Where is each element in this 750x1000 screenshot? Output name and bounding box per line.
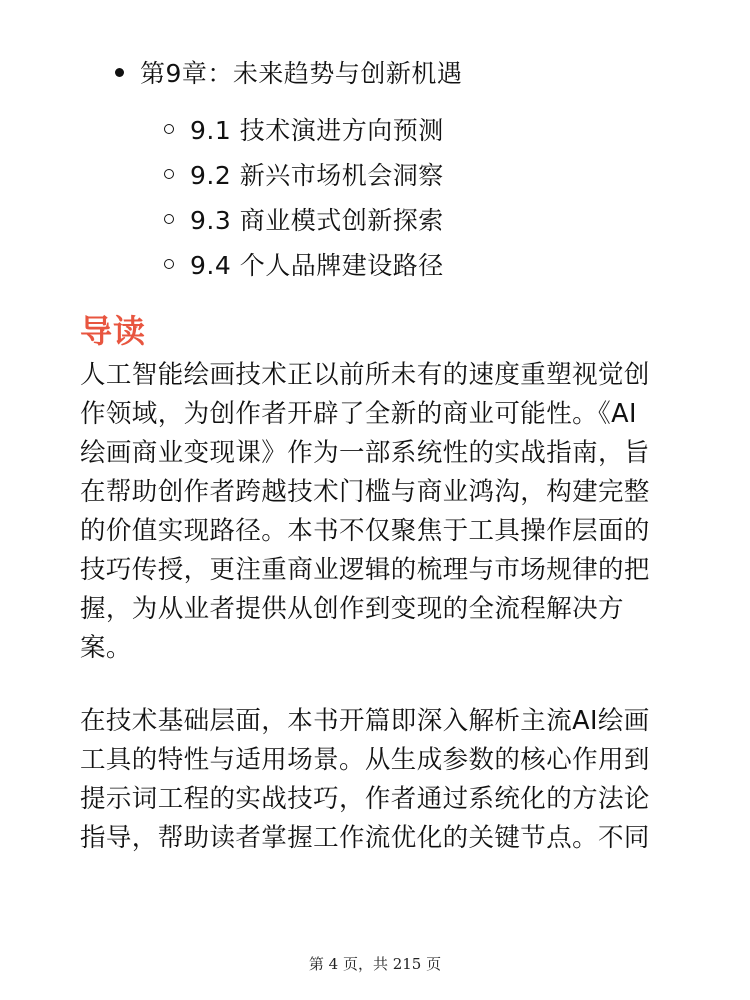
- paragraph-line: 人工智能绘画技术正以前所未有的速度重塑视觉创: [80, 360, 650, 390]
- paragraph-line: 在帮助创作者跨越技术门槛与商业鸿沟，构建完整: [80, 477, 650, 507]
- paragraph-line: 技巧传授，更注重商业逻辑的梳理与市场规律的把: [80, 555, 650, 585]
- paragraph-line: 的价值实现路径。本书不仅聚焦于工具操作层面的: [80, 516, 650, 546]
- toc-section-list: [160, 106, 444, 286]
- intro-paragraph: [80, 356, 670, 668]
- bullet-circle-icon: [164, 169, 174, 179]
- section-heading: 导读: [80, 312, 147, 350]
- toc-section-item: [160, 151, 444, 196]
- paragraph-line: 绘画商业变现课》作为一部系统性的实战指南，旨: [80, 438, 650, 468]
- toc-section-item: [160, 196, 444, 241]
- toc-section-label: 9.3 商业模式创新探索: [190, 205, 444, 235]
- paragraph-line: 在技术基础层面，本书开篇即深入解析主流AI绘画: [80, 706, 650, 736]
- toc-section-label: 9.4 个人品牌建设路径: [190, 250, 444, 280]
- bullet-circle-icon: [164, 124, 174, 134]
- toc-chapter-label: 第9章：未来趋势与创新机遇: [140, 59, 463, 88]
- body-paragraph: [80, 702, 670, 858]
- toc-section-label: 9.2 新兴市场机会洞察: [190, 160, 444, 190]
- toc-section-item: [160, 106, 444, 151]
- page-indicator: 第 4 页，共 215 页: [308, 955, 442, 973]
- toc-section-item: [160, 241, 444, 286]
- toc-section-label: 9.1 技术演进方向预测: [190, 115, 444, 145]
- bullet-circle-icon: [164, 214, 174, 224]
- paragraph-line: 指导，帮助读者掌握工作流优化的关键节点。不同: [80, 823, 650, 853]
- bullet-disc-icon: [115, 68, 124, 77]
- bullet-circle-icon: [164, 259, 174, 269]
- toc-chapter-item: [110, 52, 462, 92]
- paragraph-line: 提示词工程的实战技巧，作者通过系统化的方法论: [80, 784, 650, 814]
- paragraph-line: 工具的特性与适用场景。从生成参数的核心作用到: [80, 745, 650, 775]
- paragraph-line: 握，为从业者提供从创作到变现的全流程解决方: [80, 594, 624, 624]
- paragraph-line: 案。: [80, 633, 132, 663]
- paragraph-line: 作领域，为创作者开辟了全新的商业可能性。《AI: [80, 399, 637, 429]
